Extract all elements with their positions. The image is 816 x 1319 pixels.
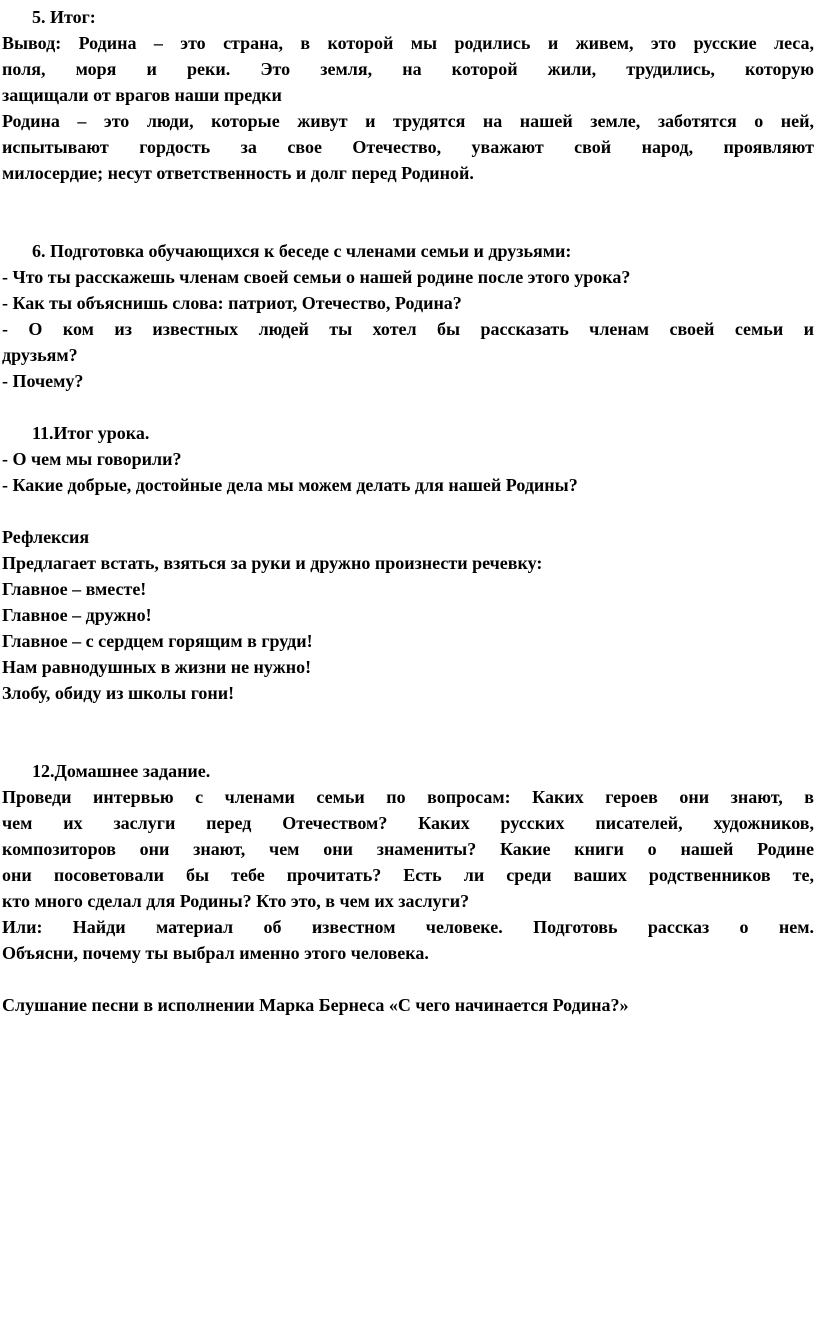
section-11-heading: 11.Итог урока.	[32, 423, 150, 443]
section-5-heading: 5. Итог:	[32, 7, 96, 27]
section-6-line-4: друзьям?	[2, 345, 78, 365]
section-12-line-5: кто много сделал для Родины? Кто это, в чем их заслуги?	[2, 891, 470, 911]
reflection-line-5: Нам равнодушных в жизни не нужно!	[2, 657, 312, 677]
reflection-section	[2, 524, 814, 706]
section-12-line-2: чем их заслуги перед Отечеством? Каких русских писателей, художников,	[2, 813, 814, 833]
spacer	[2, 394, 814, 420]
spacer	[2, 186, 814, 238]
section-11-line-1: - О чем мы говорили?	[2, 449, 182, 469]
section-5-line-6: милосердие; несут ответственность и долг перед Родиной.	[2, 163, 474, 183]
section-12	[2, 758, 814, 966]
section-11-line-2: - Какие добрые, достойные дела мы можем делать для нашей Родины?	[2, 475, 578, 495]
section-5-line-3: защищали от врагов наши предки	[2, 85, 282, 105]
section-12-line-6: Или: Найди материал об известном человеке. Подготовь рассказ о нем.	[2, 917, 814, 937]
reflection-line-3: Главное – дружно!	[2, 605, 152, 625]
section-11	[2, 420, 814, 498]
section-5-line-4: Родина – это люди, которые живут и трудятся на нашей земле, заботятся о ней,	[2, 111, 814, 131]
reflection-line-1: Предлагает встать, взяться за руки и дружно произнести речевку:	[2, 553, 543, 573]
section-5	[2, 4, 814, 186]
spacer	[2, 966, 814, 992]
section-6-line-1: - Что ты расскажешь членам своей семьи о нашей родине после этого урока?	[2, 267, 631, 287]
section-12-heading: 12.Домашнее задание.	[32, 761, 211, 781]
reflection-line-2: Главное – вместе!	[2, 579, 147, 599]
section-6-line-5: - Почему?	[2, 371, 84, 391]
section-5-line-5: испытывают гордость за свое Отечество, уважают свой народ, проявляют	[2, 137, 814, 157]
closing-line: Слушание песни в исполнении Марка Бернеса «С чего начинается Родина?»	[2, 995, 629, 1015]
section-6	[2, 238, 814, 394]
section-6-line-3: - О ком из известных людей ты хотел бы рассказать членам своей семьи и	[2, 319, 814, 339]
section-12-line-4: они посоветовали бы тебе прочитать? Есть ли среди ваших родственников те,	[2, 865, 814, 885]
section-6-heading: 6. Подготовка обучающихся к беседе с членами семьи и друзьями:	[32, 241, 572, 261]
section-12-line-7: Объясни, почему ты выбрал именно этого человека.	[2, 943, 429, 963]
spacer	[2, 498, 814, 524]
section-12-line-1: Проведи интервью с членами семьи по вопросам: Каких героев они знают, в	[2, 787, 814, 807]
section-6-line-2: - Как ты объяснишь слова: патриот, Отечество, Родина?	[2, 293, 462, 313]
reflection-heading: Рефлексия	[2, 527, 90, 547]
section-5-line-2: поля, моря и реки. Это земля, на которой жили, трудились, которую	[2, 59, 814, 79]
section-5-line-1: Вывод: Родина – это страна, в которой мы родились и живем, это русские леса,	[2, 33, 814, 53]
reflection-line-6: Злобу, обиду из школы гони!	[2, 683, 235, 703]
reflection-line-4: Главное – с сердцем горящим в груди!	[2, 631, 313, 651]
section-12-line-3: композиторов они знают, чем они знамениты? Какие книги о нашей Родине	[2, 839, 814, 859]
spacer	[2, 706, 814, 758]
